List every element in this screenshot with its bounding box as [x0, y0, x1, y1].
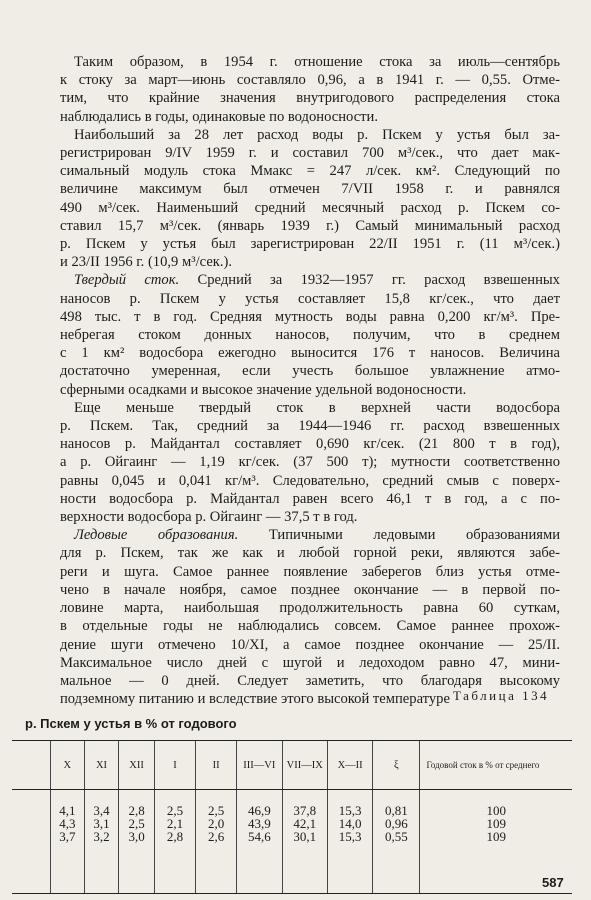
text-line: 498 тыс. т в год. Средняя мутность воды равна 0,200 кг/м³. Пре-: [60, 308, 560, 325]
text-line: Ледовые образования. Типичными ледовыми образованиями: [74, 527, 561, 544]
text-line: наблюдались в годы, одинаковые по водоносности.: [60, 108, 379, 125]
table-cell: 3,0: [119, 830, 155, 893]
table-cell: 2,1: [155, 817, 196, 830]
table-header-row: [12, 741, 572, 790]
table-cell: 109: [420, 830, 572, 893]
text-line: равны 0,045 и 0,041 кг/м³. Следовательно, средний смыв с поверх-: [60, 472, 560, 489]
table-header-cell: X: [50, 741, 84, 790]
text-line: тим, что крайние значения внутригодового распределения стока: [60, 90, 560, 107]
table-cell: 2,0: [196, 817, 237, 830]
text-line: чено в начале ноября, самое позднее окончание — в первой по-: [60, 581, 560, 598]
text-line: дение шуги отмечено 10/XI, а самое позднее окончание — 25/II.: [60, 636, 560, 653]
text-line: верхности водосбора р. Ойгаинг — 37,5 т в год.: [60, 509, 358, 526]
table-cell: 109: [420, 817, 572, 830]
table-cell: 2,8: [119, 790, 155, 818]
table-row: [12, 830, 572, 893]
table-cell: 15,3: [327, 790, 372, 818]
table-header-cell: [12, 741, 50, 790]
table-cell: 54,6: [237, 830, 282, 893]
text-line: реги и шуга. Самое раннее появление заберегов близ устья отме-: [60, 563, 560, 580]
table-header-cell: III—VI: [237, 741, 282, 790]
text-line: и 23/II 1956 г. (10,9 м³/сек.).: [60, 254, 233, 271]
table-header-cell: II: [196, 741, 237, 790]
table-cell: 14,0: [327, 817, 372, 830]
table-cell: 2,5: [155, 790, 196, 818]
paragraph: [60, 526, 560, 708]
text-line: Максимальное число дней с шугой и ледоходом равно 47, мини-: [60, 654, 560, 671]
text-line: для р. Пскем, так же как и любой горной реки, являются забе-: [60, 545, 560, 562]
text-line: наносов р. Майдантал составляет 0,690 кг/сек. (21 800 т в год),: [60, 436, 560, 453]
text-line: величине максимум был отмечен 7/VII 1958 г. и равнялся: [60, 181, 560, 198]
table-cell: 2,5: [119, 817, 155, 830]
text-line: ности водосбора р. Майдантал равен всего 46,1 т в год, а с по-: [60, 490, 560, 507]
text-line: р. Пскем у устья был зарегистрирован 22/II 1951 г. (11 м³/сек.): [60, 236, 560, 253]
table-cell: 2,6: [196, 830, 237, 893]
table-cell: [12, 830, 50, 893]
table-cell: 4,3: [50, 817, 84, 830]
text-line: с 1 км² водосбора ежегодно выносится 176 т наносов. Величина: [60, 345, 560, 362]
table-cell: 0,81: [373, 790, 420, 818]
table-body: [12, 790, 572, 894]
text-line: наносов р. Пскем у устья составляет 15,8 кг/сек., что дает: [60, 290, 560, 307]
body-text: [60, 53, 560, 708]
table-cell: 3,4: [84, 790, 118, 818]
table-cell: 2,8: [155, 830, 196, 893]
table-row: [12, 790, 572, 818]
table-cell: 3,2: [84, 830, 118, 893]
table-cell: [12, 817, 50, 830]
table-header-cell: XII: [119, 741, 155, 790]
table-cell: [12, 790, 50, 818]
table-header-cell: ξ: [373, 741, 420, 790]
text-line: симальный модуль стока Mмакс = 247 л/сек. км². Следующий по: [60, 163, 560, 180]
table-cell: 0,55: [373, 830, 420, 893]
text-line: а р. Ойгаинг — 1,19 кг/сек. (37 500 т); мутности соответственно: [60, 454, 560, 471]
table-header-cell: X—II: [327, 741, 372, 790]
text-line: мальное — 0 дней. Следует заметить, что благодаря высокому: [60, 672, 560, 689]
table-cell: 37,8: [282, 790, 327, 818]
text-line: сферными осадками и высокое значение удельной водоносности.: [60, 381, 467, 398]
text-line: небрегая стоком донных наносов, получим, что в среднем: [60, 327, 560, 344]
table-cell: 46,9: [237, 790, 282, 818]
table-cell: 43,9: [237, 817, 282, 830]
text-line: р. Пскем. Так, средний за 1944—1946 гг. расход взвешенных: [60, 418, 560, 435]
table-number-label: Таблица 134: [453, 688, 550, 703]
table-cell: 3,7: [50, 830, 84, 893]
table-cell: 0,96: [373, 817, 420, 830]
text-line: 490 м³/сек. Наименьший средний месячный расход р. Пскем со-: [60, 199, 560, 216]
paragraph: [60, 53, 560, 126]
table-header-cell: VII—IX: [282, 741, 327, 790]
paragraph: [60, 399, 560, 526]
text-line: подземному питанию и вследствие этого высокой температуре: [60, 691, 450, 708]
text-line: Наибольший за 28 лет расход воды р. Пскем у устья был за-: [74, 126, 560, 143]
text-line: регистрирован 9/IV 1959 г. и составил 700 м³/сек., что дает мак-: [60, 145, 560, 162]
text-line: в отдельные годы не наблюдались совсем. Самое раннее прохож-: [60, 618, 560, 635]
text-line: ловине марта, наибольшая продолжительность равна 60 суткам,: [60, 600, 560, 617]
page-number: 587: [542, 875, 564, 890]
table-cell: 3,1: [84, 817, 118, 830]
table-caption: р. Пскем у устья в % от годового: [25, 716, 237, 731]
text-line: Твердый сток. Средний за 1932—1957 гг. расход взвешенных: [74, 272, 560, 289]
text-line: к стоку за март—июнь составляло 0,96, а в 1941 г. — 0,55. Отме-: [60, 72, 560, 89]
paragraph: [60, 126, 560, 272]
text-line: ставил 15,7 м³/сек. (январь 1939 г.) Самый минимальный расход: [60, 217, 560, 234]
text-line: Таким образом, в 1954 г. отношение стока за июль—сентябрь: [74, 54, 560, 70]
table-cell: 30,1: [282, 830, 327, 893]
table-header-cell: XI: [84, 741, 118, 790]
paragraph: [60, 271, 560, 398]
table-cell: 4,1: [50, 790, 84, 818]
section-heading: Твердый сток.: [74, 272, 180, 289]
table-cell: 15,3: [327, 830, 372, 893]
table-cell: 100: [420, 790, 572, 818]
table-cell: 2,5: [196, 790, 237, 818]
table-header-cell: Годовой сток в % от среднего: [420, 741, 572, 790]
text-line: достаточно умеренная, если учесть большое увлажнение атмо-: [60, 363, 560, 380]
runoff-table: [12, 740, 572, 894]
table-header-cell: I: [155, 741, 196, 790]
section-heading: Ледовые образования.: [74, 527, 239, 544]
table-cell: 42,1: [282, 817, 327, 830]
text-line: Еще меньше твердый сток в верхней части водосбора: [74, 399, 560, 416]
